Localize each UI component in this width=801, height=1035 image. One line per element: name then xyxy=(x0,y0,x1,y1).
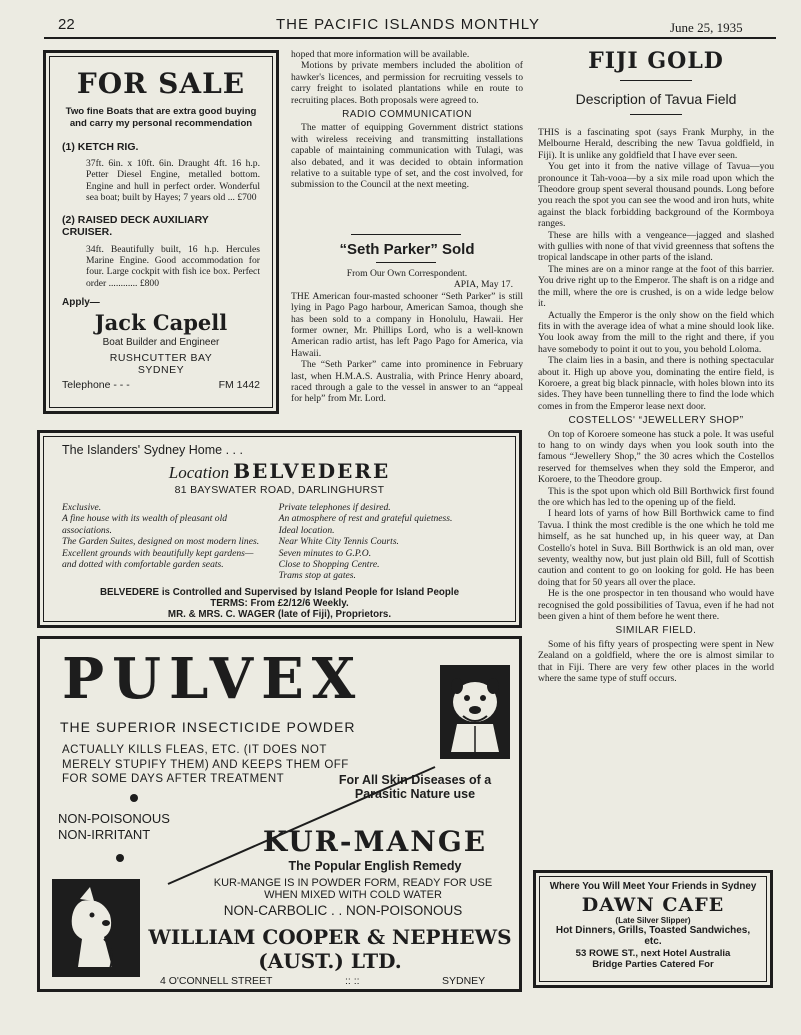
feature-right-5: Seven minutes to G.P.O. xyxy=(278,547,372,559)
dawn-late: (Late Silver Slipper) xyxy=(615,915,691,925)
dawn-offer: Hot Dinners, Grills, Toasted Sandwiches, etc. xyxy=(555,924,751,947)
terrier-logo-icon xyxy=(52,879,140,977)
boat1-heading: (1) KETCH RIG. xyxy=(62,141,139,153)
similar-heading: SIMILAR FIELD. xyxy=(615,625,697,637)
belvedere-terms: TERMS: From £2/12/6 Weekly. xyxy=(210,597,349,609)
advertiser-address-2: SYDNEY xyxy=(137,364,185,377)
fiji-para-6: The claim lies in a basin, and there is nothing spectacular about it. High up above you, dominating the entire field, is Koroere, a great big black pinnacle, with holes blown into its sides. They have been tunnelling there to find the lode which comes in from the Emperor lease next door. xyxy=(538,355,774,412)
council-para-1: hoped that more information will be available. xyxy=(291,49,470,60)
belvedere-ad xyxy=(37,430,522,628)
fiji-para-3: These are hills with a vengeance—jagged and slashed with gullies with none of that vivid greenness that softens the tropical landscape in other parts of the island. xyxy=(538,229,774,264)
non-carbolic: NON-CARBOLIC . . NON-POISONOUS xyxy=(223,903,463,918)
pulvex-tagline: THE SUPERIOR INSECTICIDE POWDER xyxy=(60,719,356,735)
seth-article xyxy=(291,268,523,405)
fiji-para-5: Actually the Emperor is the only show on the field which fits in with the average idea of what a mine should look like. You look away from the mill to the right and there, if you have somebody to point it out to you, you behold Loloma. xyxy=(538,309,774,355)
feature-right-3: Ideal location. xyxy=(278,524,335,536)
feature-left-1: Exclusive. xyxy=(62,502,102,513)
radio-heading: RADIO COMMUNICATION xyxy=(342,109,472,121)
fiji-title: FIJI GOLD xyxy=(588,48,724,74)
issue-date: June 25, 1935 xyxy=(670,20,743,35)
seth-title: “Seth Parker” Sold xyxy=(339,241,475,258)
boat1-description: 37ft. 6in. x 10ft. 6in. Draught 4ft. 16 h.p. Petter Diesel Engine, metalled bottom. Engine and hull in perfect order. Wonderful sea boat; built by Hayes; 7 years old ... £700 xyxy=(86,158,260,204)
pulvex-claim: ACTUALLY KILLS FLEAS, ETC. (IT DOES NOT MERELY STUPIFY THEM) AND KEEPS THEM OFF FOR SOME DAYS AFTER TREATMENT xyxy=(62,744,349,785)
feature-right-2: An atmosphere of rest and grateful quietness. xyxy=(278,513,453,525)
advertiser-address-1: RUSHCUTTER BAY xyxy=(109,352,213,365)
belvedere-control: BELVEDERE is Controlled and Supervised by Island People for Island People xyxy=(99,586,460,598)
belvedere-location-label: Location xyxy=(168,463,230,482)
skin-diseases-text: For All Skin Diseases of a Parasitic Nature use xyxy=(338,773,492,801)
jewellery-heading: COSTELLOS' “JEWELLERY SHOP” xyxy=(568,415,744,427)
pulvex-separator: :: :: xyxy=(345,975,360,987)
telephone-number: FM 1442 xyxy=(218,379,260,392)
council-column xyxy=(291,49,523,191)
pulvex-non-poisonous: NON-POISONOUS xyxy=(58,811,170,826)
fiji-para-4: The mines are on a minor range at the foot of this barrier. You drive right up to the Emperor. The shaft is on a ridge and the mill, where the ore is crushed, is on a wide ledge below it. xyxy=(538,263,774,310)
council-para-2: Motions by private members included the abolition of hawker's licences, and permission for recruiting vessels to carry freight to isolated plantations while en route to recruiting places. Both proposals were agreed to. xyxy=(291,60,523,106)
masthead: THE PACIFIC ISLANDS MONTHLY xyxy=(276,16,540,33)
maker-name-1: WILLIAM COOPER & NEPHEWS xyxy=(148,925,512,949)
for-sale-intro: Two fine Boats that are extra good buying and carry my personal recommendation xyxy=(65,106,257,129)
kur-mange-brand: KUR-MANGE xyxy=(262,825,488,858)
kur-mange-claim: KUR-MANGE IS IN POWDER FORM, READY FOR USE WHEN MIXED WITH COLD WATER xyxy=(213,877,493,901)
belvedere-tagline: The Islanders' Sydney Home . . . xyxy=(62,443,243,457)
seth-byline: From Our Own Correspondent. xyxy=(346,268,468,279)
kur-mange-sub: The Popular English Remedy xyxy=(288,859,462,873)
feature-left-4: Excellent grounds with beautifully kept gardens—and dotted with comfortable garden seats. xyxy=(62,547,254,571)
fiji-rule-2 xyxy=(630,114,682,115)
dawn-bridge: Bridge Parties Catered For xyxy=(592,959,714,970)
belvedere-proprietors: MR. & MRS. C. WAGER (late of Fiji), Proprietors. xyxy=(167,608,392,620)
belvedere-features xyxy=(62,502,497,582)
maker-name-2: (AUST.) LTD. xyxy=(258,949,402,973)
fiji-para-7: On top of Koroere someone has stuck a pole. It was useful to hang to on windy days when you look south into the famous “Jewellery Shop,” the 30 acres which the Costellos reserved for themselves when they sold the Emperor, and Koroere, to the Theodore group. xyxy=(538,428,774,486)
belvedere-name: BELVEDERE xyxy=(233,459,391,483)
for-sale-title: FOR SALE xyxy=(76,67,246,100)
belvedere-address: 81 BAYSWATER ROAD, DARLINGHURST xyxy=(174,484,385,496)
pulvex-city: SYDNEY xyxy=(442,975,486,987)
for-sale-ad xyxy=(43,50,279,414)
seth-rule-top xyxy=(351,234,461,235)
feature-left-2: A fine house with its wealth of pleasant old associations. xyxy=(62,513,228,536)
fiji-para-10: He is the one prospector in ten thousand who would have recognised the gold possibilities of Tavua, even if he had not been given a hint of them before he went there. xyxy=(538,588,774,623)
pulvex-brand: PULVEX xyxy=(62,646,364,712)
feature-left-3: The Garden Suites, designed on most modern lines. xyxy=(62,536,260,548)
dawn-where: Where You Will Meet Your Friends in Sydney xyxy=(549,881,757,892)
boat2-description: 34ft. Beautifully built, 16 h.p. Hercules Marine Engine. Good accommodation for four. Large cockpit with fish ice box. Perfect order ............ £800 xyxy=(86,243,260,289)
dawn-name: DAWN CAFE xyxy=(581,893,725,916)
advertiser-trade: Boat Builder and Engineer xyxy=(102,337,220,349)
apply-label: Apply— xyxy=(62,297,100,309)
fiji-para-9: I heard lots of yarns of how Bill Borthwick came to find Tavua. I think the most credible is the one which he told me himself, as he sat hunched up, in his queer way, at Dan Costello's hotel in Suva. Bill Borthwick is an old man, over seventy, wealthy now, but just plain old Bill, full of Scottish caution and content to go on looking for gold. He has been doing that for 50 years all over the place. xyxy=(538,508,774,588)
header-rule xyxy=(44,37,776,39)
belvedere-features-right xyxy=(279,502,497,582)
page-number: 22 xyxy=(58,16,75,33)
fiji-article xyxy=(538,127,774,685)
feature-right-4: Near White City Tennis Courts. xyxy=(278,536,399,548)
dawn-address: 53 ROWE ST., next Hotel Australia xyxy=(575,947,731,959)
seth-para-1: THE American four-masted schooner “Seth Parker” is still lying in Pago Pago harbour, American Samoa, though she has been sold to a company in Honolulu, Hawaii. Her former owner, Mr. Phillips Lord, who is a well-known American radio artist, has left Pago Pago for America, via Hawaii. xyxy=(291,290,523,359)
boat2-heading: (2) RAISED DECK AUXILIARY CRUISER. xyxy=(62,213,209,238)
telephone-label: Telephone - - - xyxy=(62,379,130,392)
feature-right-7: Trams stop at gates. xyxy=(278,570,356,582)
belvedere-heading xyxy=(62,459,497,483)
belvedere-features-left xyxy=(62,502,261,582)
telephone-line xyxy=(62,379,260,391)
pulvex-ad xyxy=(37,636,522,992)
advertiser-name: Jack Capell xyxy=(94,310,228,336)
fiji-rule xyxy=(620,80,692,81)
fiji-para-1: THIS is a fascinating spot (says Frank Murphy, in the Melbourne Herald, describing the new Tavua goldfield, in Fiji). It is unlike any goldfield that I have ever seen. xyxy=(538,127,774,161)
council-para-3: The matter of equipping Government district stations with wireless receiving and transmitting installations capable of maintaining communication with Tulagi, was also debated, and it was decided to obtain information relative to a suitable type of set, and the cost involved, for submission to the Council at the next meeting. xyxy=(291,122,523,191)
seth-dateline: APIA, May 17. xyxy=(453,279,513,291)
pulvex-street: 4 O'CONNELL STREET xyxy=(160,975,273,987)
seth-rule-bottom xyxy=(376,262,436,263)
seth-para-2: The “Seth Parker” came into prominence in February last, when H.M.A.S. Australia, with Prince Henry aboard, raced through a gale to the vessel in answer to an “appeal for help” from Mr. Lord. xyxy=(291,359,523,405)
fiji-subtitle: Description of Tavua Field xyxy=(575,91,737,107)
fiji-para-8: This is the spot upon which old Bill Borthwick first found the ore which has led to the opening up of the field. xyxy=(538,485,774,508)
fiji-para-11: Some of his fifty years of prospecting were spent in New Zealand on a goldfield, where the ore is almost similar to that in Fiji. There are very few other places in the world where the same type of stuff occurs. xyxy=(538,638,774,685)
fiji-para-2: You get into it from the native village of Tavua—you pronounce it Tah-vooa—by a six mile road upon which the Theodore group spent several thousand pounds. Long before you reach the spot you can see the wood and iron huts, white against the black forbidding background of the Kormboya ranges. xyxy=(538,161,774,230)
feature-right-1: Private telephones if desired. xyxy=(278,502,391,513)
pulvex-non-irritant: NON-IRRITANT xyxy=(58,827,151,842)
feature-right-6: Close to Shopping Centre. xyxy=(278,559,380,571)
dawn-cafe-ad xyxy=(533,870,773,988)
